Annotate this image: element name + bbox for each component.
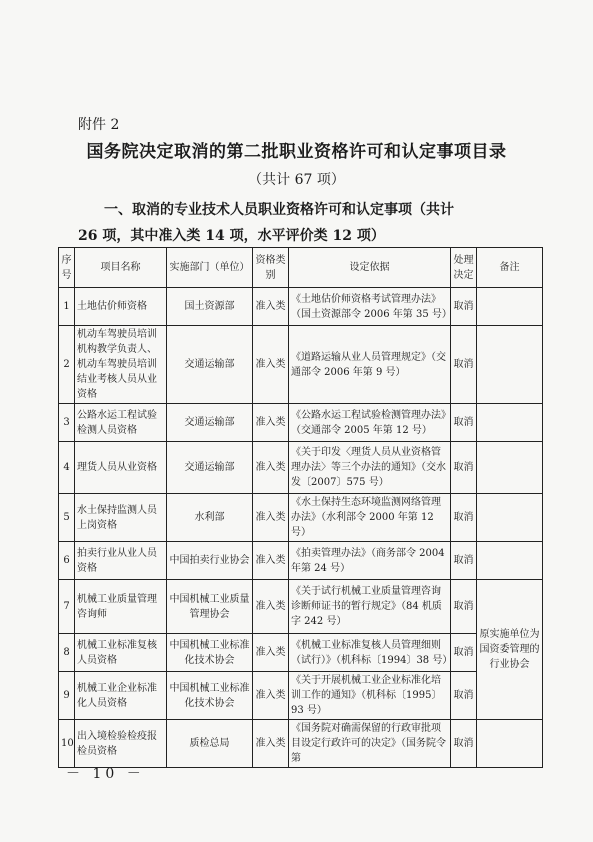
header-name: 项目名称 xyxy=(75,248,167,288)
row-action: 取消 xyxy=(451,442,477,494)
row-action: 取消 xyxy=(451,494,477,542)
header-dept: 实施部门（单位） xyxy=(167,248,253,288)
header-basis: 设定依据 xyxy=(289,248,451,288)
row-no: 1 xyxy=(59,288,75,326)
row-action: 取消 xyxy=(451,326,477,404)
row-action: 取消 xyxy=(451,580,477,634)
table-row xyxy=(59,542,543,580)
header-no: 序号 xyxy=(59,248,75,288)
row-basis: 《机械工业标准复核人员管理细则（试行）》（机科标〔1994〕38 号） xyxy=(289,634,451,672)
row-no: 2 xyxy=(59,326,75,404)
row-note xyxy=(477,720,543,768)
header-note: 备注 xyxy=(477,248,543,288)
row-type: 准入类 xyxy=(253,672,289,720)
row-note xyxy=(477,542,543,580)
row-dept: 质检总局 xyxy=(167,720,253,768)
row-no: 7 xyxy=(59,580,75,634)
row-basis: 《关于试行机械工业质量管理咨询诊断师证书的暂行规定》（84 机质字 242 号） xyxy=(289,580,451,634)
row-name: 出入境检验检疫报检员资格 xyxy=(75,720,167,768)
row-type: 准入类 xyxy=(253,494,289,542)
row-dept: 国土资源部 xyxy=(167,288,253,326)
row-type: 准入类 xyxy=(253,634,289,672)
row-action: 取消 xyxy=(451,720,477,768)
table-row xyxy=(59,634,543,672)
row-type: 准入类 xyxy=(253,580,289,634)
row-name: 拍卖行业从业人员资格 xyxy=(75,542,167,580)
row-action: 取消 xyxy=(451,634,477,672)
attachment-label: 附件 2 xyxy=(78,117,120,133)
row-name: 水土保持监测人员上岗资格 xyxy=(75,494,167,542)
row-type: 准入类 xyxy=(253,542,289,580)
row-name: 机械工业质量管理咨询师 xyxy=(75,580,167,634)
row-type: 准入类 xyxy=(253,720,289,768)
row-action: 取消 xyxy=(451,542,477,580)
row-type: 准入类 xyxy=(253,442,289,494)
row-dept: 交通运输部 xyxy=(167,442,253,494)
page-title: 国务院决定取消的第二批职业资格许可和认定事项目录 xyxy=(86,142,507,162)
table-row xyxy=(59,288,543,326)
table-header-row xyxy=(59,248,543,288)
row-name: 土地估价师资格 xyxy=(75,288,167,326)
table-row xyxy=(59,720,543,768)
table-row xyxy=(59,494,543,542)
row-basis: 《公路水运工程试验检测管理办法》（交通部令 2005 年第 12 号） xyxy=(289,404,451,442)
section-heading-line1: 一、取消的专业技术人员职业资格许可和认定事项（共计 xyxy=(104,202,454,218)
row-basis: 《道路运输从业人员管理规定》（交通部令 2006 年第 9 号） xyxy=(289,326,451,404)
row-basis: 《土地估价师资格考试管理办法》（国土资源部令 2006 年第 35 号） xyxy=(289,288,451,326)
table-row xyxy=(59,580,543,634)
row-basis: 《水土保持生态环境监测网络管理办法》（水利部令 2000 年第 12 号） xyxy=(289,494,451,542)
row-dept: 交通运输部 xyxy=(167,404,253,442)
row-no: 9 xyxy=(59,672,75,720)
row-type: 准入类 xyxy=(253,288,289,326)
section-heading xyxy=(78,197,548,249)
row-action: 取消 xyxy=(451,404,477,442)
row-note xyxy=(477,442,543,494)
page-subtitle: （共计 67 项） xyxy=(248,172,345,188)
row-basis: 《关于印发〈理货人员从业资格管理办法〉等三个办法的通知》（交水发〔2007〕575 号） xyxy=(289,442,451,494)
row-name: 机动车驾驶员培训机构教学负责人、机动车驾驶员培训结业考核人员从业资格 xyxy=(75,326,167,404)
page-number: － 10 － xyxy=(66,766,145,782)
row-dept: 中国机械工业质量管理协会 xyxy=(167,580,253,634)
row-name: 公路水运工程试验检测人员资格 xyxy=(75,404,167,442)
row-no: 5 xyxy=(59,494,75,542)
table-row xyxy=(59,404,543,442)
row-note xyxy=(477,326,543,404)
row-no: 4 xyxy=(59,442,75,494)
header-type: 资格类别 xyxy=(253,248,289,288)
row-basis: 《关于开展机械工业企业标准化培训工作的通知》（机科标〔1995〕93 号） xyxy=(289,672,451,720)
table-row xyxy=(59,326,543,404)
row-dept: 水利部 xyxy=(167,494,253,542)
section-heading-line2: 26 项，其中准入类 14 项，水平评价类 12 项） xyxy=(78,228,385,244)
row-note-merged: 原实施单位为国资委管理的行业协会 xyxy=(477,580,543,720)
table-row xyxy=(59,672,543,720)
row-dept: 中国机械工业标准化技术协会 xyxy=(167,672,253,720)
header-action: 处理决定 xyxy=(451,248,477,288)
row-basis: 《拍卖管理办法》（商务部令 2004 年第 24 号） xyxy=(289,542,451,580)
row-dept: 中国拍卖行业协会 xyxy=(167,542,253,580)
row-action: 取消 xyxy=(451,288,477,326)
row-no: 10 xyxy=(59,720,75,768)
row-basis: 《国务院对确需保留的行政审批项目设定行政许可的决定》（国务院令第 xyxy=(289,720,451,768)
row-type: 准入类 xyxy=(253,404,289,442)
row-note xyxy=(477,288,543,326)
row-action: 取消 xyxy=(451,672,477,720)
catalog-table xyxy=(58,247,543,768)
row-note xyxy=(477,404,543,442)
row-name: 机械工业企业标准化人员资格 xyxy=(75,672,167,720)
row-type: 准入类 xyxy=(253,326,289,404)
row-no: 8 xyxy=(59,634,75,672)
row-note xyxy=(477,494,543,542)
row-name: 理货人员从业资格 xyxy=(75,442,167,494)
row-name: 机械工业标准复核人员资格 xyxy=(75,634,167,672)
row-dept: 交通运输部 xyxy=(167,326,253,404)
row-no: 6 xyxy=(59,542,75,580)
row-dept: 中国机械工业标准化技术协会 xyxy=(167,634,253,672)
row-no: 3 xyxy=(59,404,75,442)
table-row xyxy=(59,442,543,494)
